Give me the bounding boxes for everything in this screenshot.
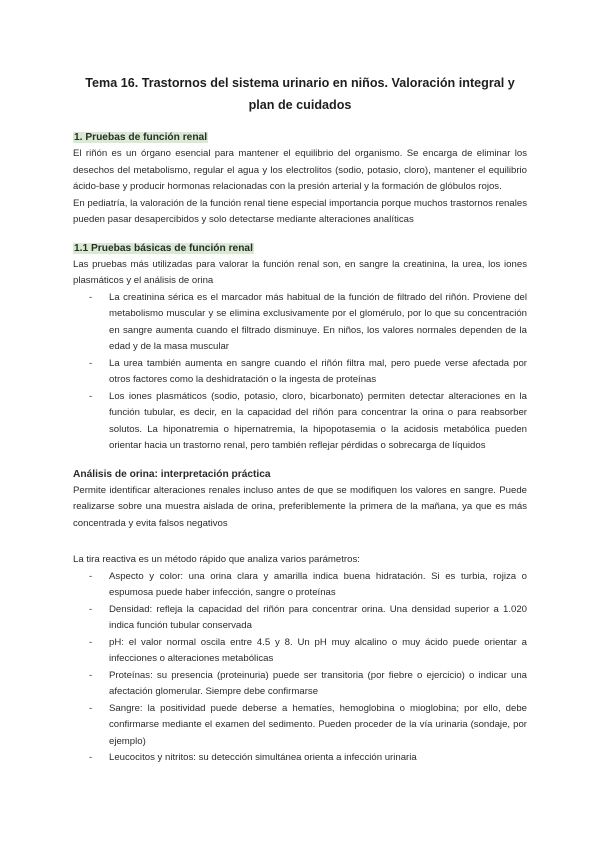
bullet-dash: -	[89, 390, 93, 402]
document-title: Tema 16. Trastornos del sistema urinario en niños. Valoración integral y plan de cuidados	[85, 76, 515, 112]
bullet-dash: -	[89, 702, 93, 714]
bullet-dash: -	[89, 570, 93, 582]
heading-highlight: 1. Pruebas de función renal	[74, 132, 208, 143]
section-heading-basic-tests	[73, 241, 527, 257]
paragraph: En pediatría, la valoración de la función renal tiene especial importancia porque muchos trastornos renales pueden pasar desapercibidos y solo detectarse mediante alteraciones analíticas	[73, 197, 527, 225]
bullet-dash: -	[89, 669, 93, 681]
bullet-dash: -	[89, 636, 93, 648]
bullet-dash: -	[89, 603, 93, 615]
list-item: - Densidad: refleja la capacidad del riñón para concentrar orina. Una densidad superior a 1.020 indica función tubular conservada	[89, 603, 527, 631]
list-item: - La urea también aumenta en sangre cuando el riñón filtra mal, pero puede verse afectada por otros factores como la deshidratación o la ingesta de proteínas	[89, 357, 527, 385]
bullet-dash: -	[89, 291, 93, 303]
bullet-dash: -	[89, 752, 93, 763]
bullet-list	[73, 290, 527, 455]
heading-highlight: 1.1 Pruebas básicas de función renal	[74, 242, 253, 254]
bullet-list	[73, 569, 527, 767]
list-item: - La creatinina sérica es el marcador más habitual de la función de filtrado del riñón. Proviene del metabolismo muscular y se elimina exclusivamente por el glomérulo, por lo que su concentración en sangre aumenta cuando el filtrado disminuye. En niños, los valores normales dependen de la edad y de la masa muscular	[89, 291, 527, 352]
list-item: - Aspecto y color: una orina clara y amarilla indica buena hidratación. Si es turbia, rojiza o espumosa puede haber infección, sangre o proteínas	[89, 570, 527, 598]
list-item: - Sangre: la positividad puede deberse a hematíes, hemoglobina o mioglobina; por ello, debe confirmarse mediante el examen del sedimento. Pueden proceder de la vía urinaria (sondaje, por ejemplo)	[89, 702, 527, 747]
section-heading-function-tests	[73, 130, 527, 146]
list-item: - Proteínas: su presencia (proteinuria) puede ser transitoria (por fiebre o ejercicio) o indicar una afectación glomerular. Siempre debe confirmarse	[89, 669, 527, 697]
list-item: - Leucocitos y nitritos: su detección simultánea orienta a infección urinaria	[109, 750, 527, 767]
list-item: - pH: el valor normal oscila entre 4.5 y 8. Un pH muy alcalino o muy ácido puede orientar a infecciones o alteraciones metabólicas	[89, 636, 527, 664]
paragraph: El riñón es un órgano esencial para mantener el equilibrio del organismo. Se encarga de eliminar los desechos del metabolismo, regular el agua y los electrolitos (sodio, potasio, cloro), mantener el equilibrio ácido-base y producir hormonas relacionadas con la presión arterial y la formación de glóbulos rojos.	[73, 148, 527, 192]
bullet-dash: -	[89, 357, 93, 369]
list-item: - Los iones plasmáticos (sodio, potasio, cloro, bicarbonato) permiten detectar alteraciones en la función tubular, es decir, en la capacidad del riñón para concentrar la orina o para reabsorber solutos. La hiponatremia o hipernatremia, la hipopotasemia o la acidosis metabólica pueden orientar hacia un trastorno renal, pero también reflejar pérdidas o sobrecarga de líquidos	[89, 390, 527, 451]
section-heading-urine-analysis: Análisis de orina: interpretación práctica	[73, 468, 271, 480]
paragraph: La tira reactiva es un método rápido que analiza varios parámetros:	[73, 554, 360, 565]
paragraph: Las pruebas más utilizadas para valorar la función renal son, en sangre la creatinina, la urea, los iones plasmáticos y el análisis de orina	[73, 258, 527, 286]
paragraph: Permite identificar alteraciones renales incluso antes de que se modifiquen los valores en sangre. Puede realizarse sobre una muestra aislada de orina, preferiblemente la primera de la mañana, ya que es más concentrada y evita falsos negativos	[73, 484, 527, 529]
